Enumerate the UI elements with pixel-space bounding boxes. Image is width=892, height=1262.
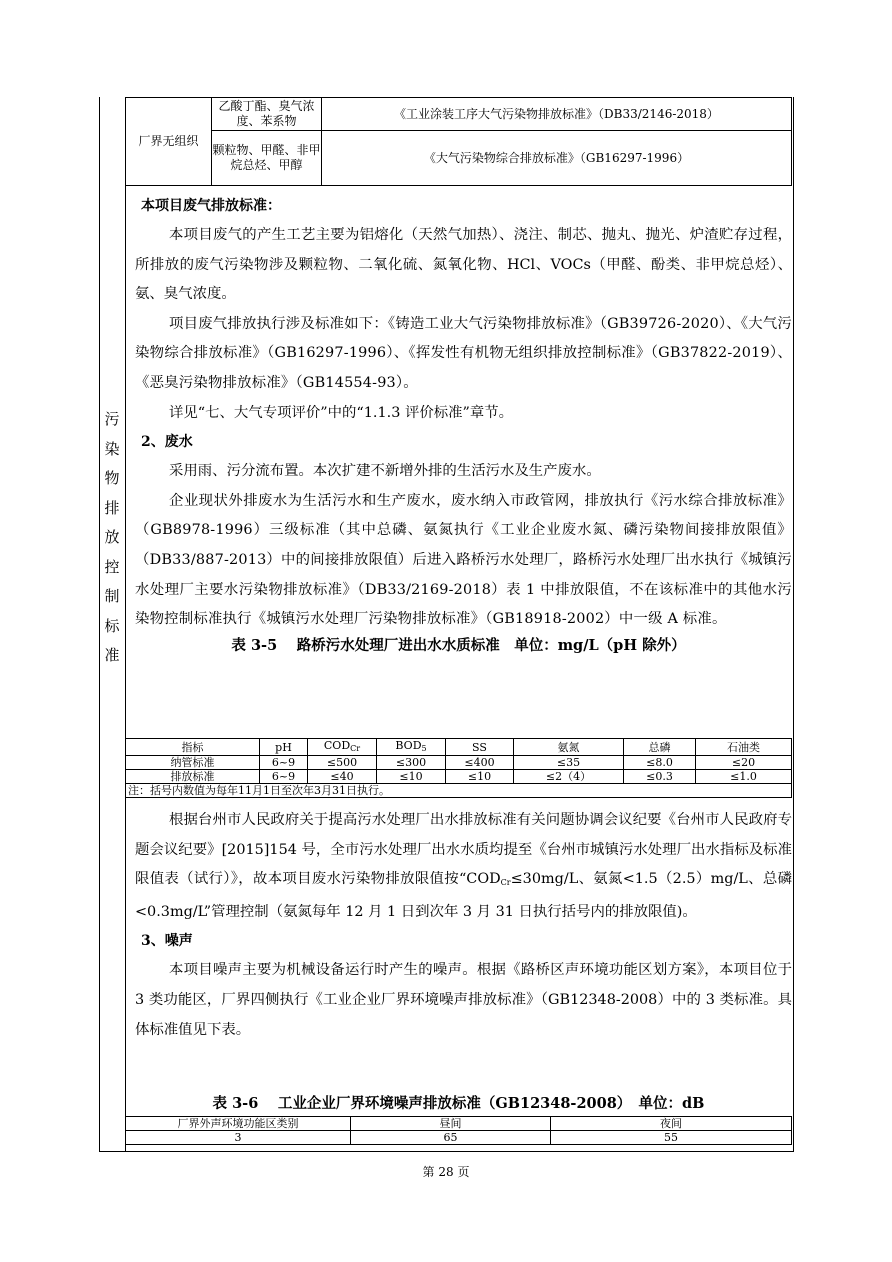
header-text: BOD (395, 739, 422, 752)
table-row (126, 131, 792, 186)
side-char: 放 (104, 528, 120, 546)
side-char: 控 (104, 557, 120, 576)
header-cell: 总磷 (624, 739, 696, 756)
subscript: Cr (350, 744, 361, 753)
table-3-6-caption: 表 3-6 工业企业厂界环境噪声排放标准（GB12348-2008） 单位：dB (212, 1095, 705, 1112)
header-cell (308, 739, 377, 756)
table-cell: 纳管标准 (126, 756, 260, 770)
table-3-5-caption: 表 3-5 路桥污水处理厂进出水水质标准 单位：mg/L（pH 除外） (231, 636, 686, 654)
air-paragraph-1: 本项目废气的产生工艺主要为铝熔化（天然气加热）、浇注、制芯、抛丸、抛光、炉渣贮存过程，所排放的废气污染物涉及颗粒物、二氧化硫、氮氧化物、HCl、VOCs（甲醛、酚类、非甲烷总烃）、氨、臭气浓度。 (135, 227, 792, 303)
table-cell: ≤400 (446, 756, 514, 770)
table-cell: 3 (126, 1131, 351, 1145)
table-cell: 排放标准 (126, 770, 260, 784)
side-char: 污 (104, 410, 120, 428)
side-char: 物 (104, 469, 120, 487)
header-cell: 氨氮 (514, 739, 624, 756)
pollutant-cell: 乙酸丁酯、臭气浓度、苯系物 (212, 98, 322, 131)
water-heading: 2、废水 (141, 434, 193, 451)
water-paragraph-1: 采用雨、污分流布置。本次扩建不新增外排的生活污水及生产废水。 (169, 463, 601, 480)
side-char: 染 (104, 439, 120, 458)
table-cell: 65 (351, 1131, 551, 1145)
table-header-row (126, 1117, 792, 1131)
table-row (126, 98, 792, 131)
header-cell: SS (446, 739, 514, 756)
standard-cell: 《大气污染物综合排放标准》（GB16297-1996） (322, 131, 792, 186)
main-content (125, 192, 792, 656)
water-paragraph-3 (135, 806, 792, 927)
table-cell: ≤8.0 (624, 756, 696, 770)
page-number: 第 28 页 (422, 1165, 470, 1179)
table-note: 注：括号内数值为每年11月1日至次年3月31日执行。 (126, 784, 792, 798)
header-cell: pH (260, 739, 308, 756)
standard-cell: 《工业涂装工序大气污染物排放标准》（DB33/2146-2018） (322, 98, 792, 131)
noise-paragraph-1: 本项目噪声主要为机械设备运行时产生的噪声。根据《路桥区声环境功能区划方案》，本项目位于 3 类功能区，厂界四侧执行《工业企业厂界环境噪声排放标准》（GB12348-2008）中的 3 类标准。具体标准值见下表。 (135, 962, 792, 1038)
air-paragraph-2: 项目废气排放执行涉及标准如下：《铸造工业大气污染物排放标准》（GB39726-2020）、《大气污染物综合排放标准》（GB16297-1996）、《挥发性有机物无组织排放控制标准》（GB37822-2019）、《恶臭污染物排放标准》（GB14554-93）。 (135, 315, 792, 391)
side-label (99, 405, 125, 671)
header-cell: 厂界外声环境功能区类别 (126, 1117, 351, 1131)
subscript: Cr (500, 878, 511, 888)
header-cell (377, 739, 446, 756)
category-cell: 厂界无组织 (126, 98, 212, 186)
lower-content (125, 806, 792, 1045)
header-text: COD (323, 739, 351, 752)
side-char: 标 (104, 616, 120, 635)
table-cell: ≤2（4） (514, 770, 624, 784)
air-paragraph-3: 详见“七、大气专项评价”中的“1.1.3 评价标准”章节。 (169, 404, 514, 421)
side-char: 准 (104, 646, 120, 664)
table-row (126, 756, 792, 770)
table-cell: 6~9 (260, 756, 308, 770)
header-cell: 昼间 (351, 1117, 551, 1131)
table-cell: ≤20 (696, 756, 792, 770)
table-cell: ≤500 (308, 756, 377, 770)
side-char: 排 (104, 498, 120, 517)
header-cell: 石油类 (696, 739, 792, 756)
table-cell: ≤40 (308, 770, 377, 784)
text-run: ≤30mg/L、氨氮<1.5（2.5）mg/L、总磷<0.3mg/L”管理控制（氨氮每年 12 月 1 日到次年 3 月 31 日执行括号内的排放限值)。 (135, 871, 792, 920)
table-cell: ≤300 (377, 756, 446, 770)
subscript: 5 (421, 744, 427, 753)
table-cell: 6~9 (260, 770, 308, 784)
text-run: 根据台州市人民政府关于提高污水处理厂出水排放标准有关问题协调会议纪要《台州市人民政府专题会议纪要》[2015]154 号，全市污水处理厂出水水质均提至《台州市城镇污水处理厂出水指标及标准限值表（试行）》，故本项目废水污染物排放限值按“COD (135, 812, 792, 888)
table-cell: ≤10 (446, 770, 514, 784)
table-cell: 55 (551, 1131, 792, 1145)
table-cell: ≤0.3 (624, 770, 696, 784)
table-cell: ≤1.0 (696, 770, 792, 784)
table-cell: ≤10 (377, 770, 446, 784)
header-cell: 指标 (126, 739, 260, 756)
table-row (126, 770, 792, 784)
noise-standard-table (125, 1116, 792, 1145)
air-heading: 本项目废气排放标准： (141, 198, 281, 214)
table-note-row (126, 784, 792, 798)
water-quality-table (125, 738, 792, 798)
pollutant-cell: 颗粒物、甲醛、非甲烷总烃、甲醇 (212, 131, 322, 186)
table-cell: ≤35 (514, 756, 624, 770)
table-row (126, 1131, 792, 1145)
table-header-row (126, 739, 792, 756)
water-paragraph-2: 企业现状外排废水为生活污水和生产废水，废水纳入市政管网，排放执行《污水综合排放标准》（GB8978-1996）三级标准（其中总磷、氨氮执行《工业企业废水氮、磷污染物间接排放限值》（DB33/887-2013）中的间接排放限值）后进入路桥污水处理厂，路桥污水处理厂出水执行《城镇污水处理厂主要水污染物排放标准》（DB33/2169-2018）表 1 中排放限值，不在该标准中的其他水污染物控制标准执行《城镇污水处理厂污染物排放标准》（GB18918-2002）中一级 A 标准。 (135, 492, 792, 628)
noise-heading: 3、噪声 (141, 933, 193, 950)
side-char: 制 (104, 587, 120, 605)
emission-standard-table (125, 97, 792, 186)
header-cell: 夜间 (551, 1117, 792, 1131)
